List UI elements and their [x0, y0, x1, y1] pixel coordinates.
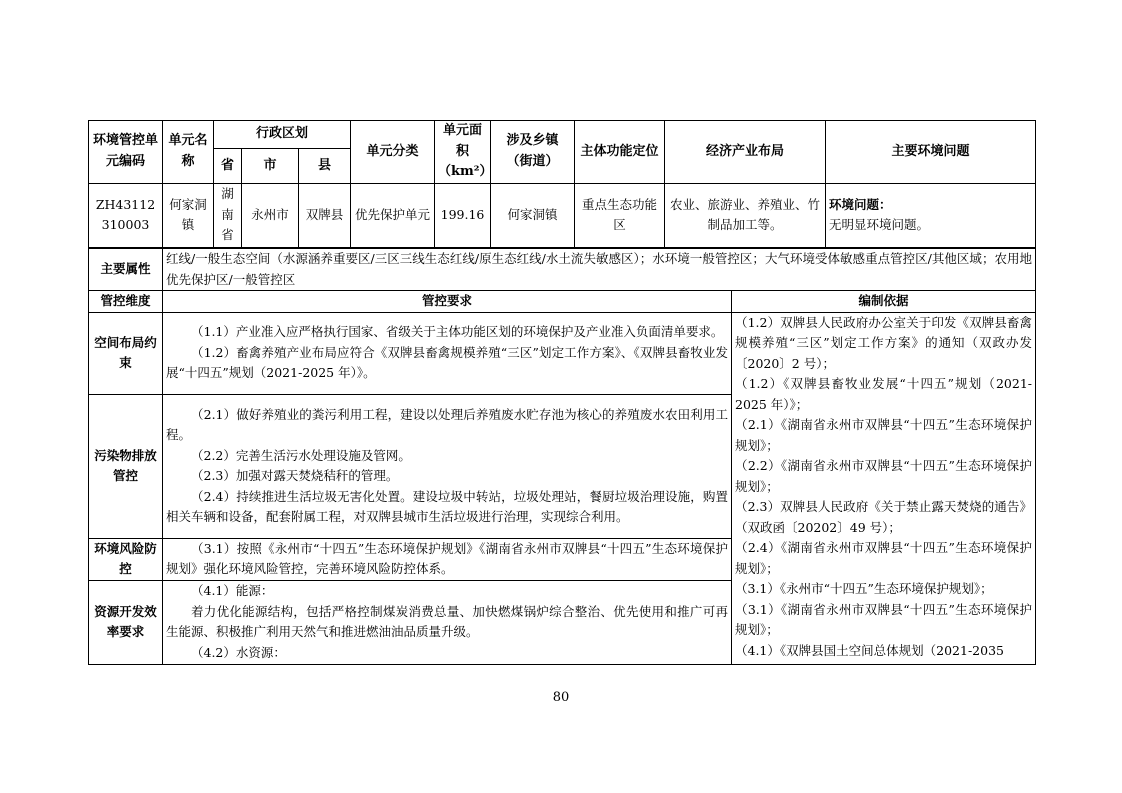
requirement-paragraph: （4.2）水资源：	[191, 644, 286, 660]
cell-unit-class: 优先保护单元	[351, 183, 435, 247]
basis-item: （2.2）《湖南省永州市双牌县“十四五”生态环境保护规划》；	[735, 458, 1032, 494]
header-admin-region: 行政区划	[214, 121, 351, 149]
header-area: 单元面积（km²）	[435, 121, 491, 184]
page-number: 80	[552, 690, 570, 705]
section-label-risk: 环境风险防控	[89, 538, 163, 580]
header-province: 省	[214, 149, 242, 183]
basis-item: （2.3）双牌县人民政府《关于禁止露天焚烧的通告》（双政函〔20202〕49 号）；	[735, 499, 1032, 535]
header-requirements: 管控要求	[163, 291, 732, 313]
requirement-paragraph: （2.2）完善生活污水处理设施及管网。	[191, 447, 411, 463]
header-unit-code: 环境管控单元编码	[89, 121, 163, 184]
basis-item: （1.2）《双牌县畜牧业发展“十四五”规划（2021-2025 年）》；	[735, 376, 1032, 412]
basis-item: （4.1）《双牌县国土空间总体规划（2021-2035	[735, 642, 1004, 658]
header-unit-class: 单元分类	[351, 121, 435, 184]
cell-economy: 农业、旅游业、养殖业、竹制品加工等。	[665, 183, 826, 247]
basis-item: （2.4）《湖南省永州市双牌县“十四五”生态环境保护规划》；	[735, 540, 1032, 576]
header-economy: 经济产业布局	[665, 121, 826, 184]
requirement-paragraph: （2.1）做好养殖业的粪污利用工程，建设以处理后养殖废水贮存池为核心的养殖废水农田利用工程。	[166, 406, 728, 442]
section-requirements-risk	[163, 538, 732, 580]
attributes-label: 主要属性	[89, 249, 163, 291]
basis-item: （3.1）《永州市“十四五”生态环境保护规划》；	[735, 581, 993, 596]
basis-item: （1.2）双牌县人民政府办公室关于印发《双牌县畜禽规模养殖“三区”划定工作方案》的通知（双政办发〔2020〕2 号）；	[735, 314, 1032, 371]
basis-item: （2.1）《湖南省永州市双牌县“十四五”生态环境保护规划》；	[735, 417, 1032, 453]
header-function: 主体功能定位	[575, 121, 665, 184]
header-towns: 涉及乡镇（街道）	[491, 121, 575, 184]
header-county: 县	[299, 149, 351, 183]
cell-province: 湖南省	[214, 183, 242, 247]
unit-info-table	[88, 120, 1036, 248]
cell-unit-name: 何家洞镇	[163, 183, 214, 247]
header-basis: 编制依据	[732, 291, 1036, 313]
header-city: 市	[242, 149, 299, 183]
section-requirements-pollution	[163, 394, 732, 538]
basis-column	[732, 312, 1036, 664]
section-label-pollution: 污染物排放管控	[89, 394, 163, 538]
header-unit-name: 单元名称	[163, 121, 214, 184]
cell-area: 199.16	[435, 183, 491, 247]
requirement-paragraph: 着力优化能源结构，包括严格控制煤炭消费总量、加快燃煤锅炉综合整治、优先使用和推广可再生能源、积极推广利用天然气和推进燃油油品质量升级。	[166, 603, 728, 639]
cell-function: 重点生态功能区	[575, 183, 665, 247]
section-label-resource: 资源开发效率要求	[89, 580, 163, 664]
basis-item: （3.1）《湖南省永州市双牌县“十四五”生态环境保护规划》；	[735, 601, 1032, 637]
control-table	[88, 248, 1036, 665]
cell-city: 永州市	[242, 183, 299, 247]
requirement-paragraph: （1.2）畜禽养殖产业布局应符合《双牌县畜禽规模养殖“三区”划定工作方案》、《双牌县畜牧业发展“十四五”规划（2021-2025 年）》。	[166, 344, 728, 381]
requirement-paragraph: （3.1）按照《永州市“十四五”生态环境保护规划》《湖南省永州市双牌县“十四五”生态环境保护规划》强化环境风险管控，完善环境风险防控体系。	[166, 540, 728, 576]
cell-towns: 何家洞镇	[491, 183, 575, 247]
section-requirements-spatial	[163, 312, 732, 394]
section-requirements-resource	[163, 580, 732, 664]
header-dimension: 管控维度	[89, 291, 163, 313]
header-problems: 主要环境问题	[826, 121, 1036, 184]
requirement-paragraph: （1.1）产业准入应严格执行国家、省级关于主体功能区划的环境保护及产业准入负面清单要求。	[191, 324, 724, 340]
requirement-paragraph: （2.4）持续推进生活垃圾无害化处置。建设垃圾中转站，垃圾处理站，餐厨垃圾治理设施，购置相关车辆和设备，配套附属工程，对双牌县城市生活垃圾进行治理，实现综合利用。	[166, 488, 728, 524]
requirement-paragraph: （4.1）能源：	[191, 583, 274, 598]
cell-county: 双牌县	[299, 183, 351, 247]
section-label-spatial: 空间布局约束	[89, 312, 163, 394]
cell-problems	[826, 183, 1036, 247]
cell-unit-code: ZH43112310003	[89, 183, 163, 247]
requirement-paragraph: （2.3）加强对露天焚烧秸秆的管理。	[191, 468, 399, 483]
attributes-text: 红线/一般生态空间（水源涵养重要区/三区三线生态红线/原生态红线/水土流失敏感区）；水环境一般管控区；大气环境受体敏感重点管控区/其他区域；农用地优先保护区/一般管控区	[163, 249, 1036, 291]
problems-text: 无明显环境问题。	[829, 217, 930, 232]
problems-title: 环境问题：	[829, 196, 892, 212]
